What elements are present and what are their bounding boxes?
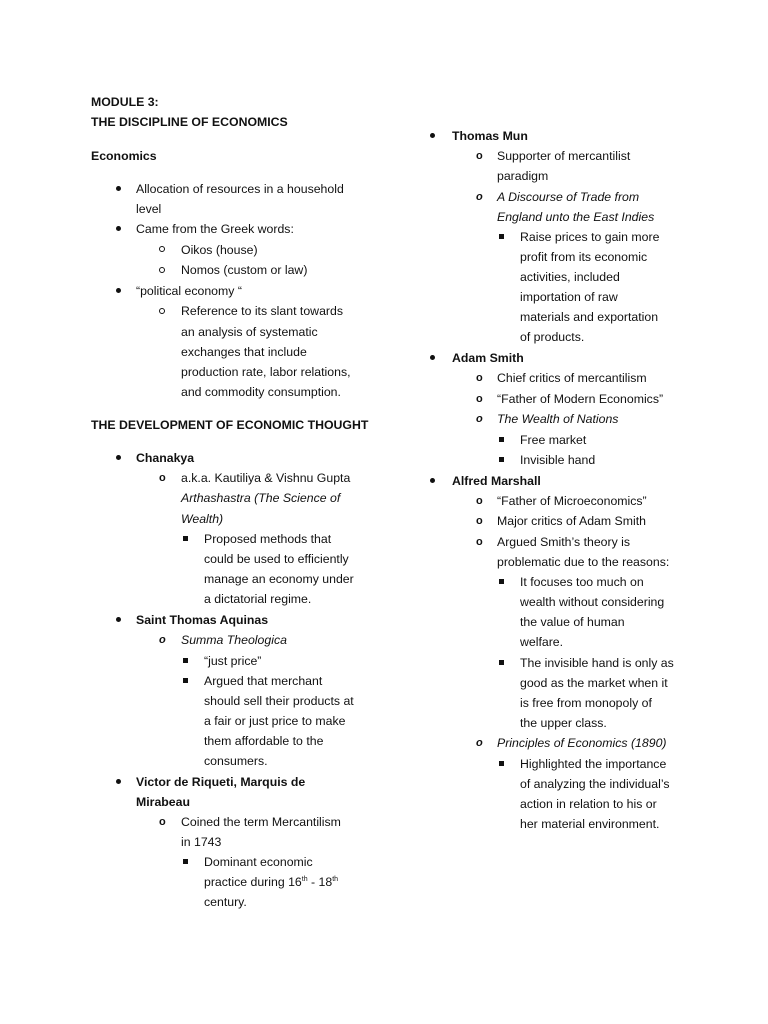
aquinas-point-2-line3: a fair or just price to make: [204, 714, 346, 728]
mun-point-line4: importation of raw: [520, 290, 618, 304]
marshall-name: Alfred Marshall: [452, 474, 541, 488]
greek-word-oikos: Oikos (house): [181, 243, 258, 257]
chanakya-name: Chanakya: [136, 451, 195, 465]
marshall-reason1-line1: It focuses too much on: [520, 575, 644, 589]
square-bullet-icon: [499, 761, 504, 766]
bold-o-bullet-icon: o: [476, 737, 483, 749]
square-bullet-icon: [499, 579, 504, 584]
marshall-sub1: “Father of Microeconomics”: [497, 494, 647, 508]
marshall-book: Principles of Economics (1890): [497, 736, 667, 750]
chanakya-aka: a.k.a. Kautiliya & Vishnu Gupta: [181, 471, 351, 485]
bullet-icon: [116, 226, 121, 231]
econ-bullet-1-line2: level: [136, 202, 162, 216]
bold-o-bullet-icon: o: [476, 372, 483, 384]
module-title: MODULE 3:: [91, 95, 159, 109]
marshall-sub3-line1: Argued Smith’s theory is: [497, 535, 631, 549]
bullet-icon: [116, 779, 121, 784]
mun-book-line1: A Discourse of Trade from: [497, 190, 640, 204]
mirabeau-sub-line1: Coined the term Mercantilism: [181, 815, 341, 829]
marshall-sub2: Major critics of Adam Smith: [497, 514, 646, 528]
mun-sub1-line2: paradigm: [497, 169, 549, 183]
square-bullet-icon: [183, 678, 188, 683]
mun-point-line1: Raise prices to gain more: [520, 230, 660, 244]
square-bullet-icon: [499, 234, 504, 239]
aquinas-point-1: “just price”: [204, 654, 262, 668]
econ-bullet-1-line1: Allocation of resources in a household: [136, 182, 344, 196]
bullet-icon: [116, 455, 121, 460]
chanakya-point-line1: Proposed methods that: [204, 532, 332, 546]
aquinas-point-2-line1: Argued that merchant: [204, 674, 323, 688]
mun-book-line2: England unto the East Indies: [497, 210, 655, 224]
mun-point-line5: materials and exportation: [520, 310, 659, 324]
econ-bullet-3-sub-line2: an analysis of systematic: [181, 325, 318, 339]
chanakya-point-line4: a dictatorial regime.: [204, 592, 312, 606]
mirabeau-point-line2: practice during 16th - 18th: [204, 875, 339, 889]
bold-o-bullet-icon: o: [476, 393, 483, 405]
marshall-reason2-line2: good as the market when it: [520, 676, 668, 690]
marshall-point-line4: her material environment.: [520, 817, 660, 831]
bullet-icon: [116, 617, 121, 622]
mirabeau-name-line2: Mirabeau: [136, 795, 190, 809]
bold-o-bullet-icon: o: [159, 634, 166, 646]
econ-bullet-3-sub-line1: Reference to its slant towards: [181, 304, 343, 318]
greek-word-nomos: Nomos (custom or law): [181, 263, 308, 277]
marshall-reason1-line4: welfare.: [520, 635, 564, 649]
aquinas-point-2-line4: them affordable to the: [204, 734, 324, 748]
chanakya-point-line2: could be used to efficiently: [204, 552, 349, 566]
mirabeau-point-line1: Dominant economic: [204, 855, 313, 869]
bold-o-bullet-icon: o: [476, 150, 483, 162]
aquinas-name: Saint Thomas Aquinas: [136, 613, 269, 627]
bold-o-bullet-icon: o: [476, 495, 483, 507]
bullet-icon: [430, 478, 435, 483]
bold-o-bullet-icon: o: [159, 472, 166, 484]
mun-point-line6: of products.: [520, 330, 585, 344]
bold-o-bullet-icon: o: [159, 816, 166, 828]
mirabeau-sub-line2: in 1743: [181, 835, 222, 849]
smith-sub2: “Father of Modern Economics”: [497, 392, 664, 406]
section-heading-development: THE DEVELOPMENT OF ECONOMIC THOUGHT: [91, 418, 369, 432]
marshall-point-line3: action in relation to his or: [520, 797, 657, 811]
marshall-reason1-line3: the value of human: [520, 615, 625, 629]
circle-bullet-icon: [159, 308, 165, 314]
econ-bullet-3-sub-line4: production rate, labor relations,: [181, 365, 351, 379]
bullet-icon: [430, 355, 435, 360]
marshall-point-line1: Highlighted the importance: [520, 757, 667, 771]
aquinas-point-2-line2: should sell their products at: [204, 694, 354, 708]
mun-point-line3: activities, included: [520, 270, 620, 284]
marshall-reason2-line3: is free from monopoly of: [520, 696, 652, 710]
mun-name: Thomas Mun: [452, 129, 528, 143]
mun-point-line2: profit from its economic: [520, 250, 648, 264]
econ-bullet-3-sub-line3: exchanges that include: [181, 345, 307, 359]
econ-bullet-3-sub-line5: and commodity consumption.: [181, 385, 341, 399]
chanakya-book-line2: Wealth): [181, 512, 224, 526]
marshall-sub3-line2: problematic due to the reasons:: [497, 555, 670, 569]
chanakya-point-line3: manage an economy under: [204, 572, 354, 586]
module-subtitle: THE DISCIPLINE OF ECONOMICS: [91, 115, 288, 129]
smith-book: The Wealth of Nations: [497, 412, 619, 426]
section-heading-economics: Economics: [91, 149, 157, 163]
aquinas-point-2-line5: consumers.: [204, 754, 268, 768]
bullet-icon: [116, 288, 121, 293]
marshall-reason2-line4: the upper class.: [520, 716, 607, 730]
marshall-reason2-line1: The invisible hand is only as: [520, 656, 674, 670]
bullet-icon: [116, 186, 121, 191]
econ-bullet-2: Came from the Greek words:: [136, 222, 294, 236]
square-bullet-icon: [499, 437, 504, 442]
bold-o-bullet-icon: o: [476, 536, 483, 548]
bold-o-bullet-icon: o: [476, 413, 483, 425]
mun-sub1-line1: Supporter of mercantilist: [497, 149, 631, 163]
smith-point-2: Invisible hand: [520, 453, 596, 467]
square-bullet-icon: [499, 660, 504, 665]
smith-sub1: Chief critics of mercantilism: [497, 371, 647, 385]
smith-name: Adam Smith: [452, 351, 524, 365]
aquinas-book: Summa Theologica: [181, 633, 287, 647]
marshall-point-line2: of analyzing the individual’s: [520, 777, 670, 791]
square-bullet-icon: [183, 859, 188, 864]
square-bullet-icon: [183, 658, 188, 663]
chanakya-book-line1: Arthashastra (The Science of: [181, 491, 341, 505]
bold-o-bullet-icon: o: [476, 191, 483, 203]
econ-bullet-3: “political economy “: [136, 284, 242, 298]
square-bullet-icon: [499, 457, 504, 462]
square-bullet-icon: [183, 536, 188, 541]
mirabeau-point-line3: century.: [204, 895, 247, 909]
bullet-icon: [430, 133, 435, 138]
bold-o-bullet-icon: o: [476, 515, 483, 527]
marshall-reason1-line2: wealth without considering: [520, 595, 665, 609]
circle-bullet-icon: [159, 267, 165, 273]
mirabeau-name-line1: Victor de Riqueti, Marquis de: [136, 775, 306, 789]
smith-point-1: Free market: [520, 433, 587, 447]
circle-bullet-icon: [159, 246, 165, 252]
